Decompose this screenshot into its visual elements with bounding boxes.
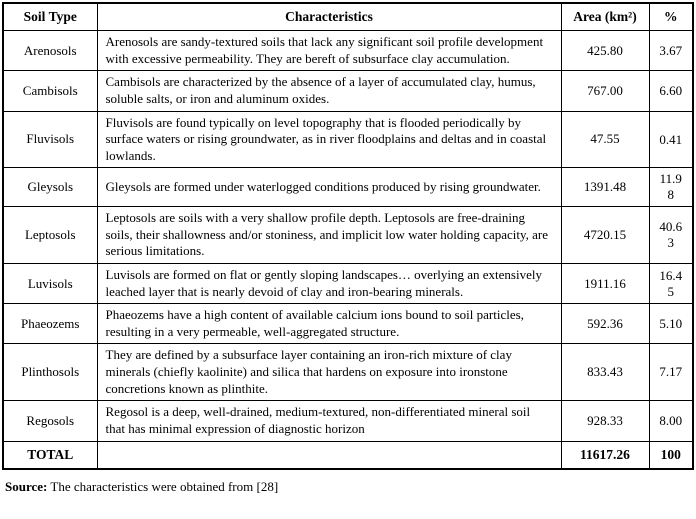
percent-cell: 6.60: [649, 71, 693, 111]
soil-type-cell: Cambisols: [3, 71, 97, 111]
soil-type-cell: Gleysols: [3, 168, 97, 207]
percent-cell: 16.45: [649, 263, 693, 303]
total-row: [3, 441, 693, 469]
table-row: [3, 344, 693, 401]
area-cell: 592.36: [561, 304, 649, 344]
area-cell: 47.55: [561, 111, 649, 168]
area-cell: 4720.15: [561, 207, 649, 264]
percent-cell: 5.10: [649, 304, 693, 344]
table-row: [3, 207, 693, 264]
percent-cell: 40.63: [649, 207, 693, 264]
total-percent-cell: 100: [649, 441, 693, 469]
area-cell: 928.33: [561, 401, 649, 441]
column-header-characteristics: Characteristics: [97, 3, 561, 31]
total-area-cell: 11617.26: [561, 441, 649, 469]
area-cell: 1391.48: [561, 168, 649, 207]
table-row: [3, 401, 693, 441]
characteristics-cell: Regosol is a deep, well-drained, medium-textured, non-differentiated mineral soil that has minimal expression of diagnostic horizon: [97, 401, 561, 441]
characteristics-cell: Leptosols are soils with a very shallow profile depth. Leptosols are free-draining soils, their shallowness and/or stoniness, and implicit low water holding capacity, are serious limitations.: [97, 207, 561, 264]
soil-type-cell: Luvisols: [3, 263, 97, 303]
table-row: [3, 31, 693, 71]
soil-type-cell: Fluvisols: [3, 111, 97, 168]
percent-cell: 0.41: [649, 111, 693, 168]
characteristics-cell: Gleysols are formed under waterlogged conditions produced by rising groundwater.: [97, 168, 561, 207]
percent-cell: 3.67: [649, 31, 693, 71]
table-header-row: [3, 3, 693, 31]
total-characteristics-cell: [97, 441, 561, 469]
soil-type-cell: Arenosols: [3, 31, 97, 71]
soil-type-cell: Phaeozems: [3, 304, 97, 344]
soil-type-cell: Regosols: [3, 401, 97, 441]
table-row: [3, 304, 693, 344]
soil-characteristics-table: [2, 2, 694, 470]
table-row: [3, 168, 693, 207]
characteristics-cell: They are defined by a subsurface layer containing an iron-rich mixture of clay minerals (chiefly kaolinite) and silica that hardens on exposure into ironstone concretions known as plinthite.: [97, 344, 561, 401]
total-label-cell: TOTAL: [3, 441, 97, 469]
area-cell: 833.43: [561, 344, 649, 401]
area-cell: 1911.16: [561, 263, 649, 303]
source-note-text: The characteristics were obtained from [28]: [47, 478, 279, 494]
source-note-label: Source:: [5, 478, 48, 494]
area-cell: 767.00: [561, 71, 649, 111]
characteristics-cell: Fluvisols are found typically on level topography that is flooded periodically by surface waters or rising groundwater, as in river floodplains and deltas and in coastal lowlands.: [97, 111, 561, 168]
characteristics-cell: Luvisols are formed on flat or gently sloping landscapes… overlying an extensively leached layer that is nearly devoid of clay and iron-bearing minerals.: [97, 263, 561, 303]
percent-cell: 11.98: [649, 168, 693, 207]
percent-cell: 8.00: [649, 401, 693, 441]
table-row: [3, 111, 693, 168]
table-row: [3, 71, 693, 111]
soil-type-cell: Plinthosols: [3, 344, 97, 401]
column-header-soil-type: Soil Type: [3, 3, 97, 31]
characteristics-cell: Arenosols are sandy-textured soils that lack any significant soil profile development with excessive permeability. They are bereft of subsurface clay accumulation.: [97, 31, 561, 71]
characteristics-cell: Phaeozems have a high content of available calcium ions bound to soil particles, resulting in a very permeable, well-aggregated structure.: [97, 304, 561, 344]
percent-cell: 7.17: [649, 344, 693, 401]
characteristics-cell: Cambisols are characterized by the absence of a layer of accumulated clay, humus, soluble salts, or iron and aluminum oxides.: [97, 71, 561, 111]
table-body: [3, 31, 693, 442]
source-note: [5, 479, 696, 495]
column-header-area: Area (km²): [561, 3, 649, 31]
soil-type-cell: Leptosols: [3, 207, 97, 264]
column-header-percent: %: [649, 3, 693, 31]
area-cell: 425.80: [561, 31, 649, 71]
table-row: [3, 263, 693, 303]
